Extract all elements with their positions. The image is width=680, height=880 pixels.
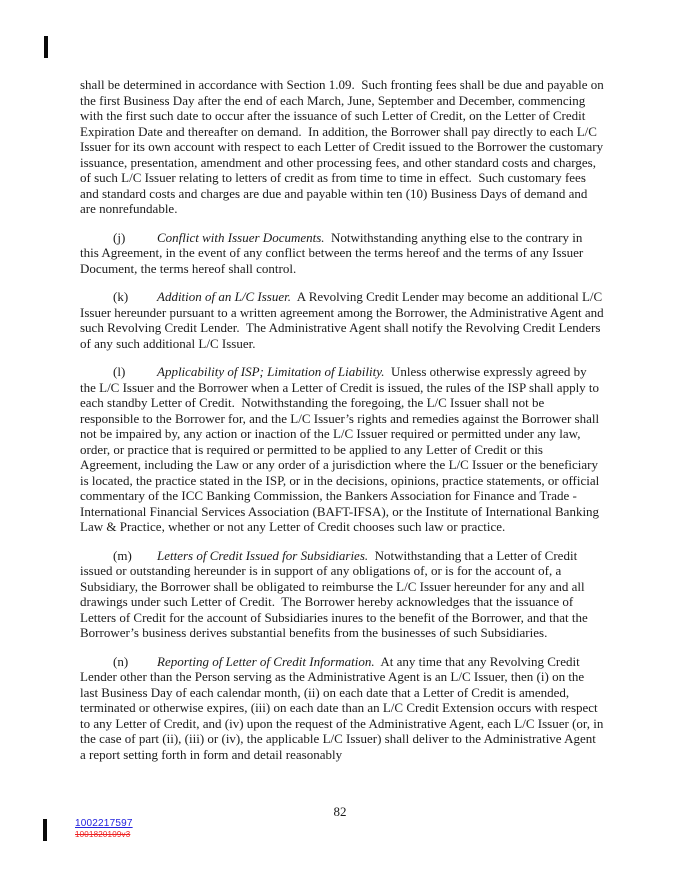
paragraph-letter: (k) (113, 289, 129, 304)
document-id-link[interactable]: 1002217597 (75, 818, 133, 829)
paragraph-letter: (m) (113, 547, 132, 563)
paragraph-text: At any time that any Revolving Credit Lender other than the Person serving as the Administrative Agent is an L/C Issuer, then (i) on the last Business Day of each calendar month, (ii) on each date that a Letter of Credit is amended, terminated or otherwise expires, (iii) on each date than an L/C Credit Extension occurs with respect to any Letter of Credit, and (iv) upon the request of the Administrative Agent, each L/C Issuer (or, in the case of part (ii), (iii) or (iv), the applicable L/C Issuer) shall deliver to the Administrative Agent a report setting forth in form and detail reasonably (80, 653, 607, 762)
paragraph-text: A Revolving Credit Lender may become an additional L/C Issuer hereunder pursuant to a written agreement among the Borrower, the Administrative Agent and such Revolving Credit Lender. The Administrative Agent shall notify the Revolving Credit Lenders of any such additional L/C Issuer. (80, 289, 607, 351)
paragraph-heading: Addition of an L/C Issuer. (157, 289, 291, 304)
paragraph-continuation: shall be determined in accordance with Section 1.09. Such fronting fees shall be due and payable on the first Business Day after the end of each March, June, September and December, commencing with the first such date to occur after the issuance of such Letter of Credit, on the Letter of Credit Expiration Date and thereafter on demand. In addition, the Borrower shall pay directly to each L/C Issuer for its own account with respect to each Letter of Credit issued to the Borrower the customary issuance, presentation, amendment and other processing fees, and other standard costs and charges, of such L/C Issuer relating to letters of credit as from time to time in effect. Such customary fees and standard costs and charges are due and payable within ten (10) Business Days of demand and are nonrefundable. (80, 77, 608, 216)
revision-change-bar-bottom (43, 819, 47, 841)
paragraph-text: Notwithstanding anything else to the contrary in this Agreement, in the event of any conflict between the terms hereof and the terms of any Issuer Document, the terms hereof shall control. (80, 229, 587, 276)
paragraph-letter: (n) (113, 653, 129, 669)
previous-document-id: 1001820109v3 (75, 830, 131, 839)
paragraph-heading: Applicability of ISP; Limitation of Liability. (157, 364, 385, 379)
paragraph-letter: (l) (113, 364, 126, 379)
paragraph-text: Unless otherwise expressly agreed by the L/C Issuer and the Borrower when a Letter of Credit is issued, the rules of the ISP shall apply to each standby Letter of Credit. Notwithstanding the foregoing, the L/C Issuer shall not be responsible to the Borrower for, and the L/C Issuer’s rights and remedies against the Borrower shall not be impaired by, any action or inaction of the L/C Issuer required or permitted under any law, order, or practice that is required or permitted to be applied to any Letter of Credit or this Agreement, including the Law or any order of a jurisdiction where the L/C Issuer or the beneficiary is located, the practice stated in the ISP, or in the decisions, opinions, practice statements, or official commentary of the ICC Banking Commission, the Bankers Association for Finance and Trade - International Financial Services Association (BAFT-IFSA), or the Institute of International Banking Law & Practice, whether or not any Letter of Credit chooses such law or practice. (80, 364, 603, 534)
paragraph-l (80, 364, 604, 535)
paragraph-k (80, 289, 607, 351)
footer-document-ids (75, 818, 133, 840)
paragraph-n (80, 653, 607, 763)
page-number: 82 (333, 804, 347, 819)
revision-change-bar-top (44, 36, 48, 58)
paragraph-heading: Reporting of Letter of Credit Information. (157, 653, 375, 669)
paragraph-letter: (j) (113, 229, 126, 245)
paragraph-heading: Letters of Credit Issued for Subsidiaries. (157, 547, 369, 563)
page-body-text (80, 77, 608, 775)
paragraph-j (80, 230, 604, 277)
paragraph-heading: Conflict with Issuer Documents. (157, 229, 325, 245)
paragraph-text: Notwithstanding that a Letter of Credit issued or outstanding hereunder is in support of any obligations of, or is for the account of, a Subsidiary, the Borrower shall be obligated to reimburse the L/C Issuer hereunder for any and all drawings under such Letter of Credit. The Borrower hereby acknowledges that the issuance of Letters of Credit for the account of Subsidiaries inures to the benefit of the Borrower, and that the Borrower’s business derives substantial benefits from the businesses of such Subsidiaries. (80, 547, 592, 640)
paragraph-m (80, 548, 604, 641)
